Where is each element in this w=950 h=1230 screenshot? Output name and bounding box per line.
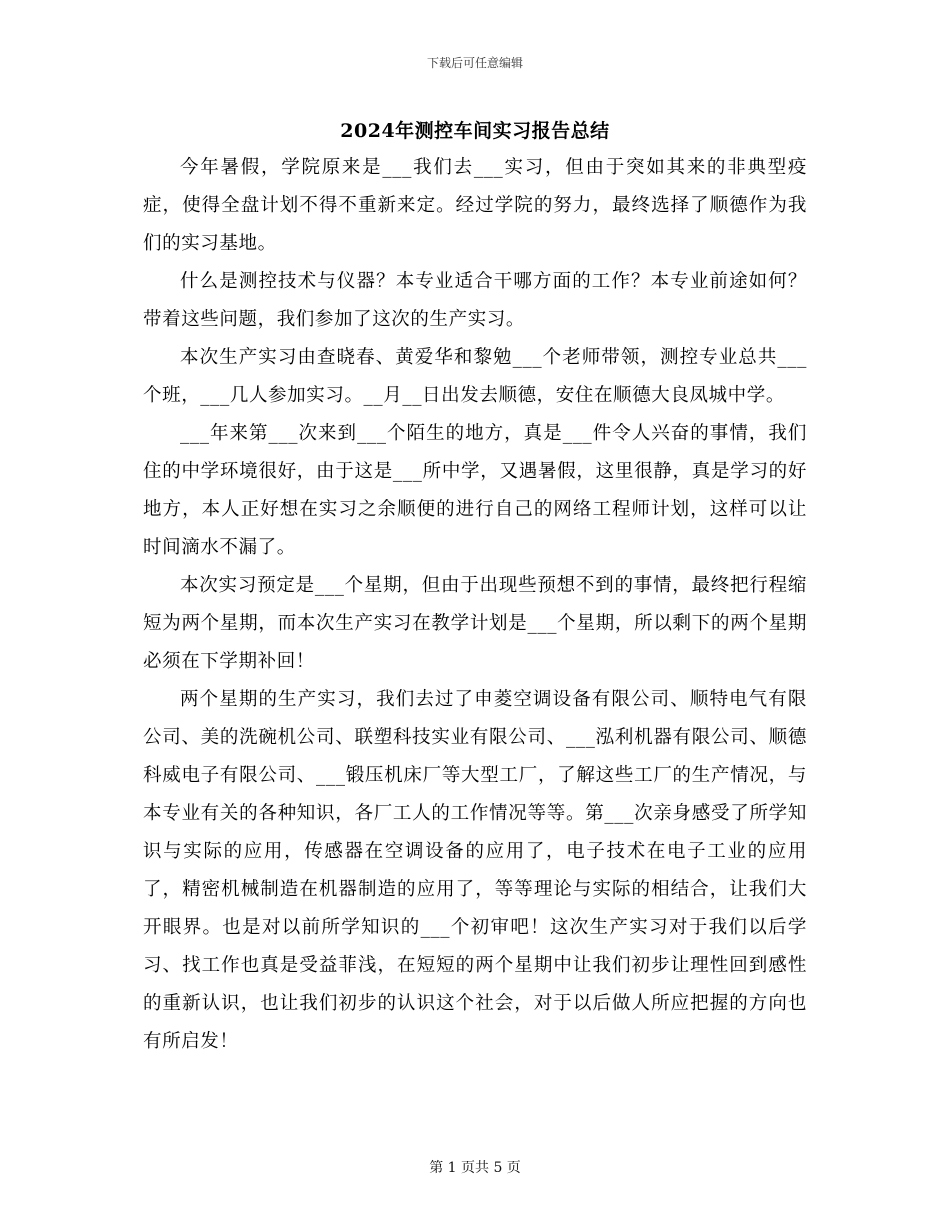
paragraph: 本次实习预定是___个星期，但由于出现些预想不到的事情，最终把行程缩短为两个星期，而本次生产实习在教学计划是___个星期，所以剩下的两个星期必须在下学期补回！ — [143, 575, 807, 672]
document-body — [143, 149, 807, 1061]
paragraph: 什么是测控技术与仪器？本专业适合干哪方面的工作？本专业前途如何？带着这些问题，我们参加了这次的生产实习。 — [143, 271, 807, 330]
paragraph: 本次生产实习由查晓春、黄爱华和黎勉___个老师带领，测控专业总共___个班，___几人参加实习。__月__日出发去顺德，安住在顺德大良凤城中学。 — [143, 347, 807, 406]
paragraph: ___年来第___次来到___个陌生的地方，真是___件令人兴奋的事情，我们住的中学环境很好，由于这是___所中学，又遇暑假，这里很静，真是学习的好地方，本人正好想在实习之余顺便的进行自己的网络工程师计划，这样可以让时间滴水不漏了。 — [143, 423, 807, 558]
page-number-footer: 第 1 页共 5 页 — [429, 1160, 521, 1176]
paragraph: 两个星期的生产实习，我们去过了申菱空调设备有限公司、顺特电气有限公司、美的洗碗机公司、联塑科技实业有限公司、___泓利机器有限公司、顺德科威电子有限公司、___锻压机床厂等大型工厂，了解这些工厂的生产情况，与本专业有关的各种知识，各厂工人的工作情况等等。第___次亲身感受了所学知识与实际的应用，传感器在空调设备的应用了，电子技术在电子工业的应用了，精密机械制造在机器制造的应用了，等等理论与实际的相结合，让我们大开眼界。也是对以前所学知识的___个初审吧！这次生产实习对于我们以后学习、找工作也真是受益菲浅，在短短的两个星期中让我们初步让理性回到感性的重新认识，也让我们初步的认识这个社会，对于以后做人所应把握的方向也有所启发！ — [143, 689, 807, 1052]
paragraph: 今年暑假，学院原来是___我们去___实习，但由于突如其来的非典型疫症，使得全盘计划不得不重新来定。经过学院的努力，最终选择了顺德作为我们的实习基地。 — [143, 157, 807, 254]
header-note: 下载后可任意编辑 — [426, 56, 523, 70]
document-title: 2024年测控车间实习报告总结 — [340, 120, 610, 142]
